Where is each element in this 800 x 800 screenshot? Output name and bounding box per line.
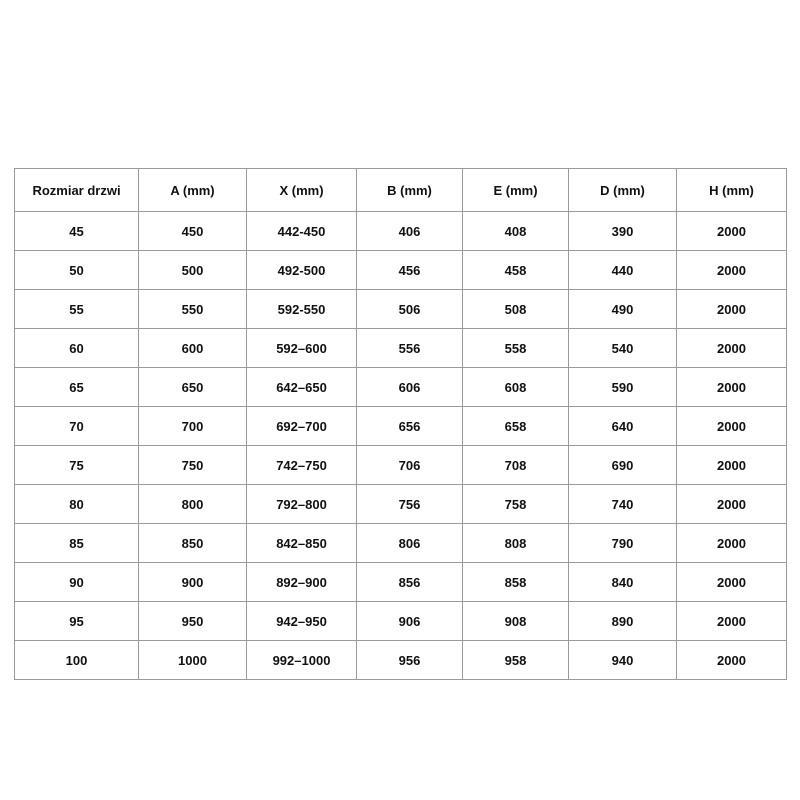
cell-e: 558 [463, 329, 569, 368]
cell-door-size: 55 [15, 290, 139, 329]
cell-b: 656 [357, 407, 463, 446]
cell-x: 592–600 [247, 329, 357, 368]
cell-e: 658 [463, 407, 569, 446]
cell-door-size: 70 [15, 407, 139, 446]
table-row [15, 641, 787, 680]
cell-e: 708 [463, 446, 569, 485]
cell-d: 540 [569, 329, 677, 368]
cell-d: 390 [569, 212, 677, 251]
cell-h: 2000 [677, 602, 787, 641]
table-header-row [15, 169, 787, 212]
table-row [15, 290, 787, 329]
cell-d: 640 [569, 407, 677, 446]
cell-d: 890 [569, 602, 677, 641]
table-header [15, 169, 787, 212]
cell-x: 742–750 [247, 446, 357, 485]
cell-door-size: 75 [15, 446, 139, 485]
cell-x: 992–1000 [247, 641, 357, 680]
cell-e: 608 [463, 368, 569, 407]
cell-a: 900 [139, 563, 247, 602]
cell-a: 800 [139, 485, 247, 524]
cell-e: 908 [463, 602, 569, 641]
cell-x: 592-550 [247, 290, 357, 329]
cell-b: 806 [357, 524, 463, 563]
cell-b: 706 [357, 446, 463, 485]
cell-d: 490 [569, 290, 677, 329]
cell-x: 642–650 [247, 368, 357, 407]
cell-x: 892–900 [247, 563, 357, 602]
cell-e: 858 [463, 563, 569, 602]
cell-door-size: 90 [15, 563, 139, 602]
cell-door-size: 60 [15, 329, 139, 368]
cell-b: 406 [357, 212, 463, 251]
cell-a: 950 [139, 602, 247, 641]
column-header-h: H (mm) [677, 169, 787, 212]
column-header-a: A (mm) [139, 169, 247, 212]
table-row [15, 485, 787, 524]
cell-x: 442-450 [247, 212, 357, 251]
cell-b: 556 [357, 329, 463, 368]
table-row [15, 251, 787, 290]
cell-door-size: 45 [15, 212, 139, 251]
cell-door-size: 50 [15, 251, 139, 290]
cell-door-size: 65 [15, 368, 139, 407]
cell-h: 2000 [677, 641, 787, 680]
cell-a: 550 [139, 290, 247, 329]
cell-d: 690 [569, 446, 677, 485]
cell-b: 506 [357, 290, 463, 329]
cell-h: 2000 [677, 290, 787, 329]
cell-e: 458 [463, 251, 569, 290]
cell-d: 940 [569, 641, 677, 680]
cell-h: 2000 [677, 524, 787, 563]
cell-x: 842–850 [247, 524, 357, 563]
cell-x: 792–800 [247, 485, 357, 524]
cell-h: 2000 [677, 407, 787, 446]
cell-h: 2000 [677, 446, 787, 485]
cell-a: 750 [139, 446, 247, 485]
cell-a: 700 [139, 407, 247, 446]
cell-h: 2000 [677, 563, 787, 602]
cell-d: 740 [569, 485, 677, 524]
cell-b: 606 [357, 368, 463, 407]
cell-e: 758 [463, 485, 569, 524]
cell-d: 790 [569, 524, 677, 563]
cell-h: 2000 [677, 212, 787, 251]
table-row [15, 368, 787, 407]
table-row [15, 524, 787, 563]
cell-e: 958 [463, 641, 569, 680]
spec-table-container [14, 168, 786, 680]
column-header-b: B (mm) [357, 169, 463, 212]
door-size-spec-table [14, 168, 787, 680]
column-header-d: D (mm) [569, 169, 677, 212]
table-row [15, 446, 787, 485]
cell-door-size: 95 [15, 602, 139, 641]
cell-b: 456 [357, 251, 463, 290]
cell-a: 1000 [139, 641, 247, 680]
cell-a: 850 [139, 524, 247, 563]
cell-a: 500 [139, 251, 247, 290]
column-header-x: X (mm) [247, 169, 357, 212]
column-header-e: E (mm) [463, 169, 569, 212]
table-row [15, 563, 787, 602]
cell-x: 692–700 [247, 407, 357, 446]
cell-h: 2000 [677, 329, 787, 368]
cell-x: 492-500 [247, 251, 357, 290]
cell-x: 942–950 [247, 602, 357, 641]
cell-d: 840 [569, 563, 677, 602]
table-row [15, 212, 787, 251]
cell-a: 450 [139, 212, 247, 251]
cell-e: 408 [463, 212, 569, 251]
cell-b: 906 [357, 602, 463, 641]
cell-door-size: 100 [15, 641, 139, 680]
table-row [15, 407, 787, 446]
table-row [15, 329, 787, 368]
cell-h: 2000 [677, 251, 787, 290]
cell-door-size: 85 [15, 524, 139, 563]
cell-b: 856 [357, 563, 463, 602]
cell-e: 508 [463, 290, 569, 329]
cell-b: 756 [357, 485, 463, 524]
column-header-door-size: Rozmiar drzwi [15, 169, 139, 212]
cell-b: 956 [357, 641, 463, 680]
cell-a: 600 [139, 329, 247, 368]
cell-a: 650 [139, 368, 247, 407]
table-body [15, 212, 787, 680]
cell-e: 808 [463, 524, 569, 563]
cell-d: 440 [569, 251, 677, 290]
cell-d: 590 [569, 368, 677, 407]
cell-h: 2000 [677, 485, 787, 524]
table-row [15, 602, 787, 641]
cell-door-size: 80 [15, 485, 139, 524]
cell-h: 2000 [677, 368, 787, 407]
